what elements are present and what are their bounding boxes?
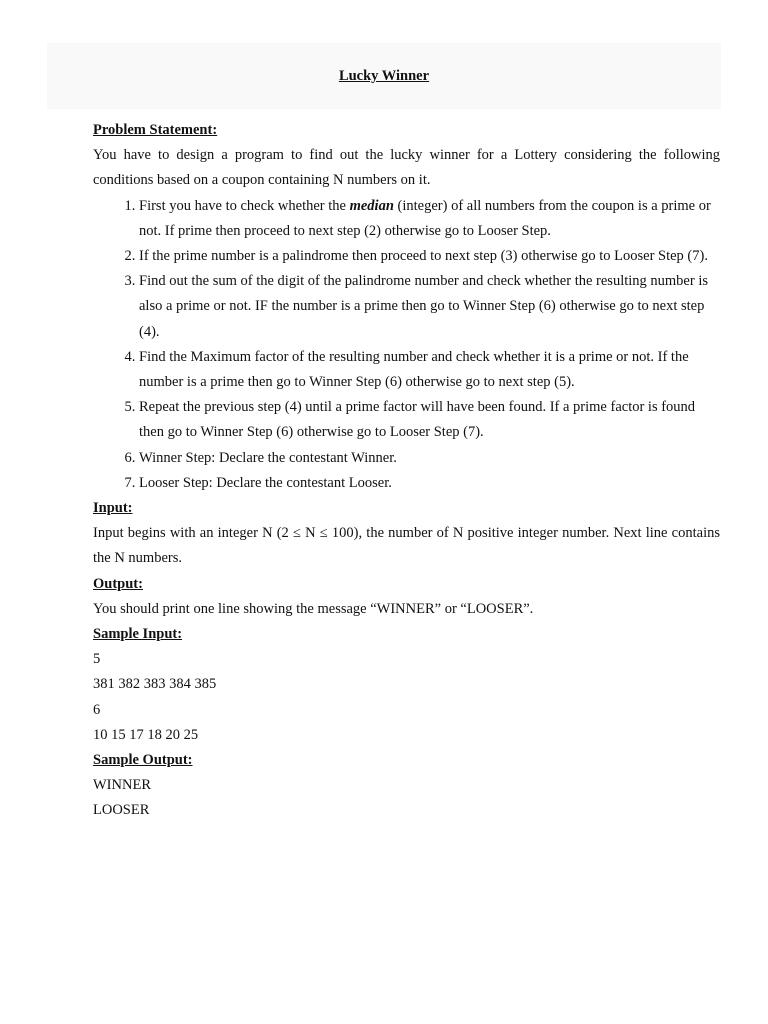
sample-input-line: 6 <box>93 701 101 718</box>
step-5-text: Repeat the previous step (4) until a prime factor will have been found. If a prime factor is found then go to Winner Step (6) otherwise go to Looser Step (7). <box>139 399 696 441</box>
step-item-4 <box>139 345 720 395</box>
step-4-text: Find the Maximum factor of the resulting number and check whether it is a prime or not. If the number is a prime then go to Winner Step (6) otherwise go to next step (5). <box>139 348 689 391</box>
step-item-2 <box>139 244 720 269</box>
sample-output-line: LOOSER <box>93 802 150 819</box>
sample-input-line: 381 382 383 384 385 <box>93 676 217 693</box>
sample-input-line: 5 <box>93 651 101 668</box>
problem-heading: Problem Statement: <box>93 122 218 138</box>
output-heading: Output: <box>93 575 143 592</box>
document-title: Lucky Winner <box>338 68 430 84</box>
step-item-1 <box>139 194 720 244</box>
sample-input-heading: Sample Input: <box>93 626 183 643</box>
sample-output-heading: Sample Output: <box>93 752 193 769</box>
step-item-3 <box>139 269 720 345</box>
step-6-text: Winner Step: Declare the contestant Winner. <box>139 449 397 466</box>
sample-output-line: WINNER <box>93 777 151 794</box>
steps-list <box>93 194 720 496</box>
step-3-text: Find out the sum of the digit of the palindrome number and check whether the resulting number is also a prime or not. IF the number is a prime then go to Winner Step (6) otherwise go to next step (4). <box>139 273 708 340</box>
input-heading: Input: <box>93 500 133 517</box>
step-item-6 <box>139 446 720 471</box>
document-body <box>93 118 720 824</box>
problem-intro: You have to design a program to find out the lucky winner for a Lottery considering the following conditions based on a coupon containing N numbers on it. <box>93 147 720 189</box>
step-1-post: (integer) of all numbers from the coupon is a prime or not. If prime then proceed to next step (2) otherwise go to Looser Step. <box>139 197 711 239</box>
step-1-pre: First you have to check whether the <box>139 197 350 214</box>
step-2-text: If the prime number is a palindrome then proceed to next step (3) otherwise go to Looser Step (7). <box>139 248 708 265</box>
step-item-5 <box>139 395 720 445</box>
sample-input-line: 10 15 17 18 20 25 <box>93 726 199 743</box>
median-term: median <box>349 197 394 214</box>
input-text: Input begins with an integer N (2 ≤ N ≤ 100), the number of N positive integer number. Next line contains the N numbers. <box>93 525 720 567</box>
step-7-text: Looser Step: Declare the contestant Looser. <box>139 474 392 491</box>
output-text: You should print one line showing the message “WINNER” or “LOOSER”. <box>93 600 534 617</box>
step-item-7 <box>139 471 720 496</box>
